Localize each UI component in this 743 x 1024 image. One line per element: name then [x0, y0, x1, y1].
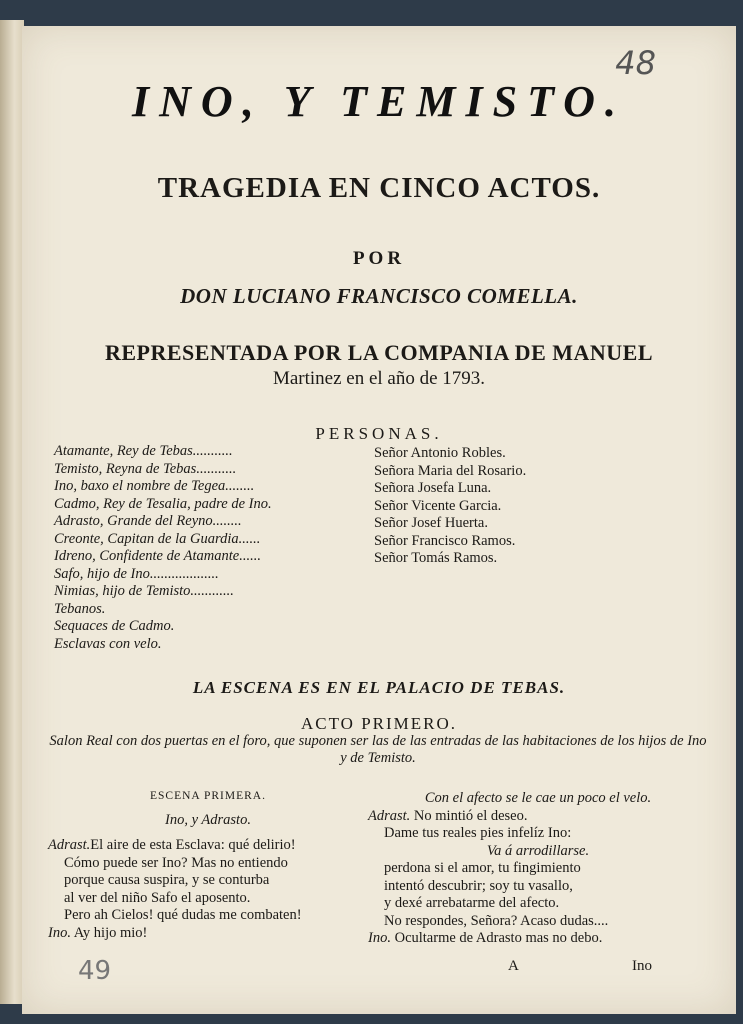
dialogue-line: No respondes, Señora? Acaso dudas....	[384, 912, 609, 929]
scene-heading: ESCENA PRIMERA.	[150, 790, 266, 802]
line-text: El aire de esta Esclava: qué delirio!	[90, 837, 296, 853]
cast-role: Esclavas con velo.	[54, 635, 162, 652]
dialogue-line: Cómo puede ser Ino? Mas no entiendo	[64, 854, 288, 871]
dialogue-line	[368, 930, 708, 948]
cast-actors-list	[374, 445, 704, 568]
speaker: Adrast.	[368, 807, 411, 824]
speaker: Ino.	[48, 924, 71, 941]
cast-role: Adrasto, Grande del Reyno........	[54, 513, 242, 529]
representation-line-2: Martinez en el año de 1793.	[272, 368, 486, 389]
por-label: POR	[352, 248, 406, 269]
cast-actor: Señor Francisco Ramos.	[374, 532, 516, 549]
line-text: No mintió el deseo.	[413, 807, 528, 824]
line-text: Ay hijo mio!	[73, 924, 148, 941]
book-page	[22, 26, 736, 1014]
cast-role: Nimias, hijo de Temisto............	[54, 583, 234, 599]
dialogue-line: Pero ah Cielos! qué dudas me combaten!	[64, 907, 302, 923]
play-title: INO, Y TEMISTO.	[132, 77, 626, 126]
cast-actor: Señor Antonio Robles.	[374, 445, 506, 461]
speaker: Adrast.	[48, 837, 91, 853]
cast-role: Ino, baxo el nombre de Tegea........	[54, 478, 255, 494]
cast-actor: Señora Josefa Luna.	[374, 480, 492, 496]
cast-role: Tebanos.	[54, 600, 106, 617]
dialogue-line: intentó descubrir; soy tu vasallo,	[384, 877, 573, 894]
catchword-signature: A	[508, 958, 519, 974]
stage-direction: Va á arrodillarse.	[486, 842, 590, 859]
personas-heading: PERSONAS.	[315, 424, 443, 443]
cast-role: Temisto, Reyna de Tebas...........	[54, 460, 237, 477]
representation-line-1: REPRESENTADA POR LA COMPANIA DE MANUEL	[104, 340, 654, 365]
dialogue-right-column	[368, 790, 708, 948]
dialogue-line: porque causa suspira, y se conturba	[64, 872, 270, 888]
folio-number: 48	[615, 44, 656, 82]
act-heading: ACTO PRIMERO.	[300, 714, 458, 733]
cast-role: Creonte, Capitan de la Guardia......	[54, 530, 261, 547]
cast-role: Cadmo, Rey de Tesalia, padre de Ino.	[54, 495, 272, 512]
speaker: Ino.	[368, 930, 391, 946]
catchword: Ino	[632, 958, 652, 974]
cast-role: Atamante, Rey de Tebas...........	[54, 443, 233, 459]
cast-actor: Señora Maria del Rosario.	[374, 462, 527, 479]
scene-location: LA ESCENA ES EN EL PALACIO DE TEBAS.	[192, 678, 566, 697]
cast-role: Safo, hijo de Ino...................	[54, 565, 219, 582]
dialogue-line: Dame tus reales pies infelíz Ino:	[384, 825, 572, 841]
scene-characters: Ino, y Adrasto.	[165, 811, 251, 828]
cast-actor: Señor Josef Huerta.	[374, 515, 488, 531]
dialogue-line: perdona si el amor, tu fingimiento	[384, 860, 581, 876]
dialogue-left-column	[48, 788, 368, 942]
dialogue-line	[368, 808, 708, 826]
dialogue-line	[48, 837, 368, 855]
footer-number: 49	[78, 956, 112, 986]
stage-direction: Con el afecto se le cae un poco el velo.	[424, 790, 652, 806]
line-text: Ocultarme de Adrasto mas no debo.	[394, 930, 603, 946]
cast-actor: Señor Vicente Garcia.	[374, 497, 502, 514]
dialogue-line: y dexé arrebatarme del afecto.	[384, 895, 560, 911]
cast-role: Sequaces de Cadmo.	[54, 618, 175, 634]
play-subtitle: TRAGEDIA EN CINCO ACTOS.	[157, 172, 601, 204]
stage-setting: Salon Real con dos puertas en el foro, que suponen ser las de las entradas de las habitaciones de los hijos de Ino y de Temisto.	[49, 733, 707, 766]
book-spine	[0, 20, 24, 1004]
author-name: DON LUCIANO FRANCISCO COMELLA.	[180, 284, 578, 308]
dialogue-line: al ver del niño Safo el aposento.	[64, 889, 251, 906]
dialogue-line	[48, 925, 368, 943]
cast-actor: Señor Tomás Ramos.	[374, 550, 498, 566]
cast-roles-list	[54, 443, 364, 653]
cast-role: Idreno, Confidente de Atamante......	[54, 548, 261, 564]
